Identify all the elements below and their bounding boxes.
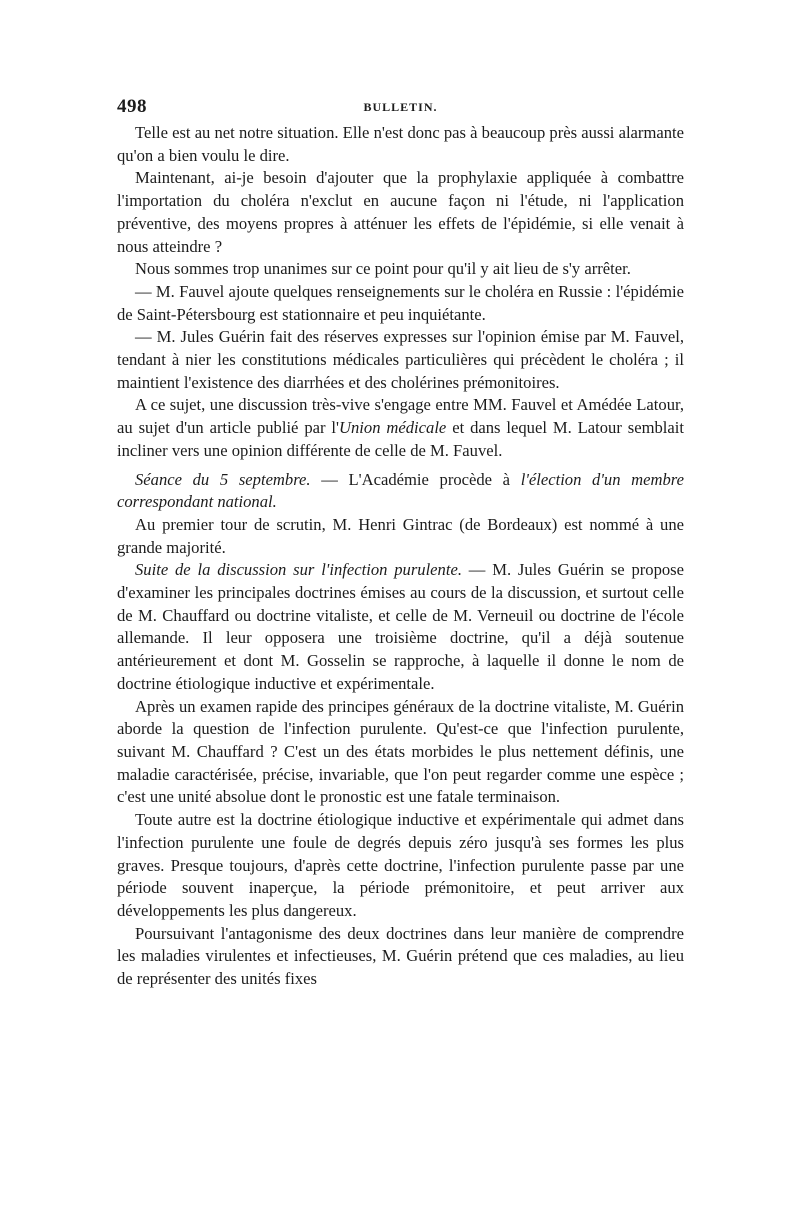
seance-text: — L'Académie procède à [310, 469, 521, 489]
paragraph-prophylaxie: Maintenant, ai-je besoin d'ajouter que la prophylaxie appliquée à combattre l'importation du choléra n'exclut en aucune façon ni l'étude, ni l'application préventive, des moyens propres à atténuer les effets de l'épidémie, si elle venait à nous atteindre ? [117, 168, 684, 256]
election-heading: l'élection d'un membre correspondant national. [117, 469, 684, 512]
paragraph-seance-5-septembre [117, 469, 684, 514]
paragraph-discussion-latour-text-before: A ce sujet, une discussion très-vive s'engage entre MM. Fauvel et Amédée Latour, au sujet d'un article publié par l' [117, 395, 684, 438]
discussion-text: — M. Jules Guérin se propose d'examiner les principales doctrines émises au cours de la discussion, et surtout celle de M. Chauffard ou doctrine vitaliste, et celle de M. Verneuil ou doctrine de l'école allemande. Il leur opposera une troisième doctrine, qu'il a déjà soutenue antérieurement et dont M. Gosselin se rapproche, à laquelle il donne le nom de doctrine étiologique inductive et expérimentale. [117, 560, 685, 693]
discussion-heading: Suite de la discussion sur l'infection purulente. [135, 560, 462, 580]
paragraph-scrutin: Au premier tour de scrutin, M. Henri Gintrac (de Bordeaux) est nommé à une grande majorité. [117, 514, 684, 557]
paragraph-doctrine-vitaliste: Après un examen rapide des principes généraux de la doctrine vitaliste, M. Guérin aborde la question de l'infection purulente. Qu'est-ce que l'infection purulente, suivant M. Chauffard ? C'est un des états morbides le plus nettement définis, une maladie caractérisée, précise, invariable, que l'on peut regarder comme une espèce ; c'est une unité absolue dont le pronostic est une fatale terminaison. [117, 696, 684, 807]
paragraph-guerin-reserves: — M. Jules Guérin fait des réserves expresses sur l'opinion émise par M. Fauvel, tendant à nier les constitutions médicales particulières qui précèdent le choléra ; il maintient l'existence des diarrhées et des cholérines prémonitoires. [117, 327, 684, 392]
paragraph-doctrine-etiologique: Toute autre est la doctrine étiologique inductive et expérimentale qui admet dans l'infection purulente une foule de degrés depuis zéro jusqu'à ses formes les plus graves. Presque toujours, d'après cette doctrine, l'infection purulente passe par une période souvent inaperçue, la période prémonitoire, et peut arriver aux développements les plus dangereux. [117, 810, 684, 920]
union-medicale-title: Union médicale [339, 418, 447, 438]
paragraph-fauvel-russie: — M. Fauvel ajoute quelques renseignements sur le choléra en Russie : l'épidémie de Saint-Pétersbourg est stationnaire et peu inquiétante. [117, 281, 684, 324]
running-header [117, 96, 684, 122]
paragraph-discussion-latour-text-after: et dans lequel M. Latour semblait incliner vers une opinion différente de celle de M. Fauvel. [117, 418, 684, 460]
paragraph-situation: Telle est au net notre situation. Elle n'est donc pas à beaucoup près aussi alarmante qu'on a bien voulu le dire. [117, 123, 684, 165]
paragraph-infection-purulente [117, 559, 684, 695]
running-title: BULLETIN. [363, 100, 438, 114]
paragraph-discussion-latour [117, 394, 684, 462]
paragraph-unanimes: Nous sommes trop unanimes sur ce point pour qu'il y ait lieu de s'y arrêter. [135, 259, 631, 279]
body-text [117, 122, 684, 991]
page-number: 498 [117, 96, 147, 117]
book-page [117, 96, 684, 991]
seance-heading: Séance du 5 septembre. [135, 469, 311, 489]
paragraph-antagonisme: Poursuivant l'antagonisme des deux doctrines dans leur manière de comprendre les maladies virulentes et infectieuses, M. Guérin prétend que ces maladies, au lieu de représenter des unités fixes [117, 923, 684, 989]
